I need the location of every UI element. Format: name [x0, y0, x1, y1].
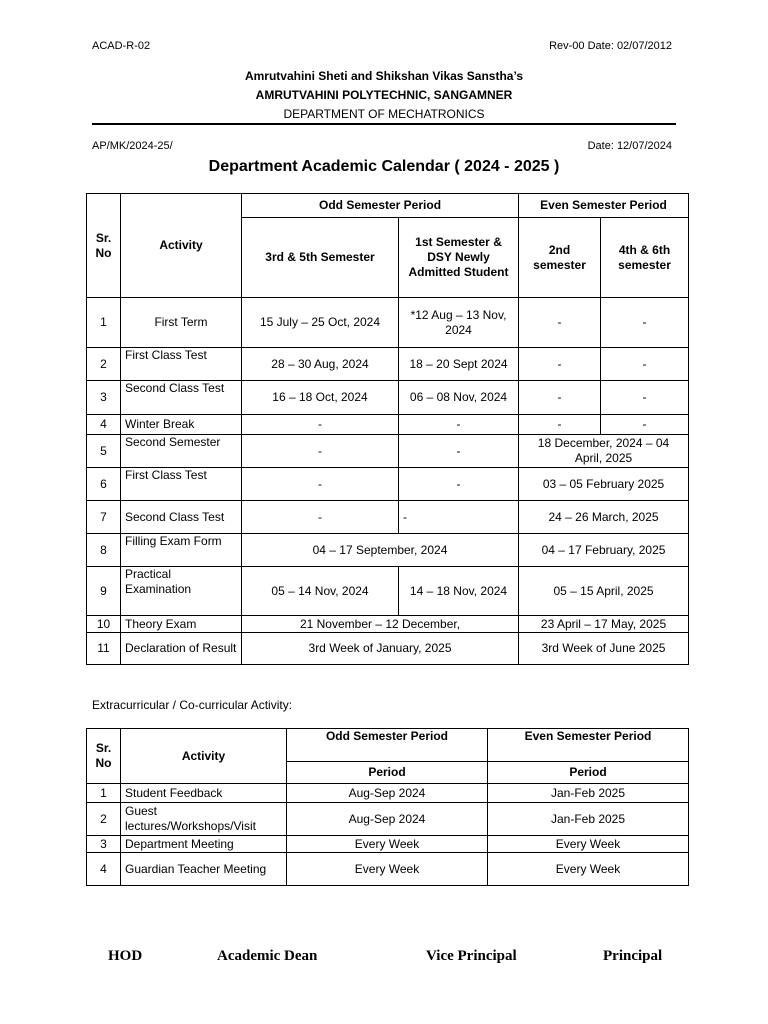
sem-4-6-cell: -	[601, 415, 689, 435]
header-4th-6th-semester: 4th & 6th semester	[601, 218, 689, 298]
header-even-semester: Even Semester Period	[488, 729, 689, 762]
table-row	[87, 435, 689, 468]
extracurricular-heading: Extracurricular / Co-curricular Activity:	[92, 698, 293, 712]
table-row	[87, 501, 689, 534]
activity-cell: Second Semester	[121, 435, 242, 468]
header-odd-semester: Odd Semester Period	[287, 729, 488, 762]
sem-2-cell: -	[519, 381, 601, 415]
table-row	[87, 468, 689, 501]
sr-no-cell: 4	[87, 853, 121, 886]
sr-no-cell: 10	[87, 616, 121, 633]
page-title: Department Academic Calendar ( 2024 - 2025 )	[208, 158, 560, 175]
header-sr-no: Sr. No	[87, 729, 121, 784]
sem-1-dsy-cell: -	[399, 415, 519, 435]
activity-cell: First Class Test	[121, 468, 242, 501]
even-semester-cell: 3rd Week of June 2025	[519, 633, 689, 665]
header-even-period: Period	[488, 762, 689, 784]
even-period-cell: Jan-Feb 2025	[488, 803, 689, 836]
sr-no-cell: 4	[87, 415, 121, 435]
odd-semester-cell: 21 November – 12 December,	[242, 616, 519, 633]
signature-principal: Principal	[603, 948, 663, 964]
activity-cell: Second Class Test	[121, 381, 242, 415]
sr-no-cell: 1	[87, 784, 121, 803]
revision-date: Rev-00 Date: 02/07/2012	[549, 40, 672, 52]
sem-4-6-cell: -	[601, 348, 689, 381]
sem-1-dsy-cell: *12 Aug – 13 Nov, 2024	[399, 298, 519, 348]
document-code: ACAD-R-02	[92, 40, 151, 52]
sem-1-dsy-cell: 18 – 20 Sept 2024	[399, 348, 519, 381]
activity-cell: Guest lectures/Workshops/Visit	[121, 803, 287, 836]
even-semester-cell: 04 – 17 February, 2025	[519, 534, 689, 567]
sem-3-5-cell: -	[242, 435, 399, 468]
sr-no-cell: 8	[87, 534, 121, 567]
activity-cell: Declaration of Result	[121, 633, 242, 665]
signature-vice-principal: Vice Principal	[426, 948, 517, 964]
even-semester-cell: 18 December, 2024 – 04 April, 2025	[519, 435, 689, 468]
table-row	[87, 381, 689, 415]
activity-cell: Theory Exam	[121, 616, 242, 633]
table-row	[87, 616, 689, 633]
table-row	[87, 633, 689, 665]
header-odd-period: Period	[287, 762, 488, 784]
header-activity: Activity	[121, 194, 242, 298]
signature-hod: HOD	[108, 948, 143, 964]
sr-no-cell: 9	[87, 567, 121, 616]
even-semester-cell: 24 – 26 March, 2025	[519, 501, 689, 534]
even-semester-cell: 03 – 05 February 2025	[519, 468, 689, 501]
sr-no-cell: 7	[87, 501, 121, 534]
sem-1-dsy-cell: -	[399, 468, 519, 501]
extracurricular-table	[86, 728, 689, 886]
table-row	[87, 836, 689, 853]
table-header-row	[87, 729, 689, 762]
odd-period-cell: Every Week	[287, 853, 488, 886]
even-semester-cell: 23 April – 17 May, 2025	[519, 616, 689, 633]
sem-3-5-cell: 16 – 18 Oct, 2024	[242, 381, 399, 415]
odd-semester-cell: 04 – 17 September, 2024	[242, 534, 519, 567]
header-1st-semester-dsy: 1st Semester & DSY Newly Admitted Student	[399, 218, 519, 298]
sem-3-5-cell: -	[242, 468, 399, 501]
table-header-row	[87, 194, 689, 218]
trust-name: Amrutvahini Sheti and Shikshan Vikas Sanstha’s	[244, 69, 524, 83]
activity-cell: Department Meeting	[121, 836, 287, 853]
sem-4-6-cell: -	[601, 381, 689, 415]
sem-2-cell: -	[519, 348, 601, 381]
institute-name: AMRUTVAHINI POLYTECHNIC, SANGAMNER	[255, 88, 513, 102]
reference-number: AP/MK/2024-25/	[92, 140, 173, 152]
header-3rd-5th-semester: 3rd & 5th Semester	[242, 218, 399, 298]
sr-no-cell: 5	[87, 435, 121, 468]
table-row	[87, 567, 689, 616]
sr-no-cell: 6	[87, 468, 121, 501]
activity-cell: Practical Examination	[121, 567, 242, 616]
activity-cell: Second Class Test	[121, 501, 242, 534]
activity-cell: First Term	[121, 298, 242, 348]
signature-academic-dean: Academic Dean	[217, 948, 318, 964]
table-row	[87, 853, 689, 886]
sem-3-5-cell: 05 – 14 Nov, 2024	[242, 567, 399, 616]
sem-3-5-cell: -	[242, 415, 399, 435]
odd-semester-cell: 3rd Week of January, 2025	[242, 633, 519, 665]
table-row	[87, 415, 689, 435]
activity-cell: Guardian Teacher Meeting	[121, 853, 287, 886]
odd-period-cell: Aug-Sep 2024	[287, 803, 488, 836]
table-row	[87, 348, 689, 381]
sem-3-5-cell: -	[242, 501, 399, 534]
even-period-cell: Jan-Feb 2025	[488, 784, 689, 803]
document-date: Date: 12/07/2024	[587, 140, 672, 152]
table-row	[87, 534, 689, 567]
even-period-cell: Every Week	[488, 836, 689, 853]
odd-period-cell: Every Week	[287, 836, 488, 853]
department-name: DEPARTMENT OF MECHATRONICS	[283, 107, 485, 121]
header-divider	[92, 123, 676, 125]
table-row	[87, 784, 689, 803]
header-2nd-semester: 2nd semester	[519, 218, 601, 298]
activity-cell: Filling Exam Form	[121, 534, 242, 567]
activity-cell: Student Feedback	[121, 784, 287, 803]
sem-3-5-cell: 28 – 30 Aug, 2024	[242, 348, 399, 381]
academic-calendar-table	[86, 193, 689, 665]
sr-no-cell: 3	[87, 836, 121, 853]
odd-period-cell: Aug-Sep 2024	[287, 784, 488, 803]
sem-1-dsy-cell: 14 – 18 Nov, 2024	[399, 567, 519, 616]
sem-2-cell: -	[519, 415, 601, 435]
sr-no-cell: 11	[87, 633, 121, 665]
table-row	[87, 298, 689, 348]
header-even-semester: Even Semester Period	[519, 194, 689, 218]
sem-3-5-cell: 15 July – 25 Oct, 2024	[242, 298, 399, 348]
sem-4-6-cell: -	[601, 298, 689, 348]
sem-1-dsy-cell: 06 – 08 Nov, 2024	[399, 381, 519, 415]
sr-no-cell: 1	[87, 298, 121, 348]
activity-cell: First Class Test	[121, 348, 242, 381]
sr-no-cell: 2	[87, 803, 121, 836]
header-sr-no: Sr. No	[87, 194, 121, 298]
table-row	[87, 803, 689, 836]
sr-no-cell: 3	[87, 381, 121, 415]
header-activity: Activity	[121, 729, 287, 784]
sem-2-cell: -	[519, 298, 601, 348]
sr-no-cell: 2	[87, 348, 121, 381]
even-semester-cell: 05 – 15 April, 2025	[519, 567, 689, 616]
sem-1-dsy-cell: -	[399, 501, 519, 534]
header-odd-semester: Odd Semester Period	[242, 194, 519, 218]
sem-1-dsy-cell: -	[399, 435, 519, 468]
even-period-cell: Every Week	[488, 853, 689, 886]
activity-cell: Winter Break	[121, 415, 242, 435]
